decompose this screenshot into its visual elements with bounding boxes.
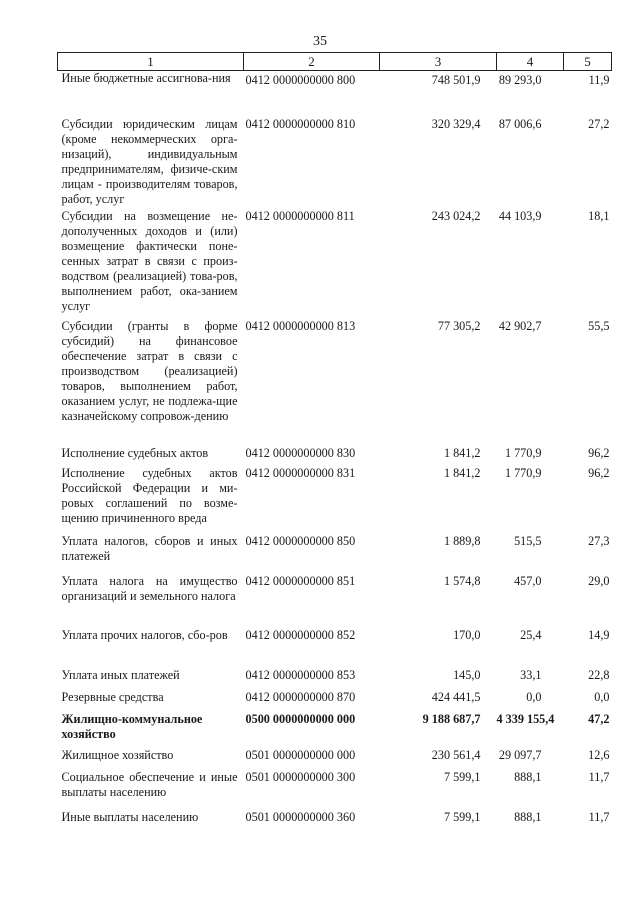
table-row <box>58 466 612 534</box>
budget-table <box>57 52 612 850</box>
row-percent: 27,2 <box>588 116 610 131</box>
column-header: 1 <box>58 53 244 71</box>
row-code: 0412 0000000000 870 <box>245 689 356 704</box>
row-plan-value: 424 441,5 <box>431 689 481 704</box>
page-number: 35 <box>313 34 327 49</box>
table-row <box>58 628 612 668</box>
row-plan-value: 1 841,2 <box>443 445 481 460</box>
row-name: Жилищное хозяйство <box>61 747 174 762</box>
row-name: Исполнение судебных актов <box>61 445 209 460</box>
row-fact-value: 888,1 <box>514 769 542 784</box>
row-plan-value: 748 501,9 <box>431 73 481 87</box>
row-fact-value: 1 770,9 <box>504 465 542 480</box>
row-percent: 96,2 <box>588 465 610 480</box>
table-row <box>58 319 612 446</box>
row-name: Уплата налогов, сборов и иных платежей <box>61 533 238 563</box>
row-plan-value: 170,0 <box>453 627 481 642</box>
row-plan-value: 320 329,4 <box>431 116 481 131</box>
row-percent: 29,0 <box>588 573 610 588</box>
row-percent: 96,2 <box>588 445 610 460</box>
row-fact-value: 25,4 <box>520 627 542 642</box>
row-fact-value: 44 103,9 <box>498 208 542 223</box>
row-name: Уплата иных платежей <box>61 667 180 682</box>
row-name: Исполнение судебных актов Российской Федерации и ми-ровых соглашений по возме-щению причиненного вреда <box>61 465 238 525</box>
row-plan-value: 9 188 687,7 <box>422 711 481 726</box>
row-fact-value: 42 902,7 <box>498 318 542 333</box>
table-row <box>58 446 612 466</box>
row-fact-value: 457,0 <box>514 573 542 588</box>
row-plan-value: 230 561,4 <box>431 747 481 762</box>
row-code: 0412 0000000000 811 <box>245 208 355 223</box>
row-plan-value: 1 841,2 <box>443 465 481 480</box>
row-percent: 47,2 <box>588 711 610 726</box>
table-row <box>58 117 612 209</box>
table-row <box>58 810 612 850</box>
row-fact-value: 87 006,6 <box>498 116 542 131</box>
row-plan-value: 77 305,2 <box>437 318 481 333</box>
row-percent: 18,1 <box>588 208 610 223</box>
table-row <box>58 770 612 810</box>
row-fact-value: 89 293,0 <box>498 73 542 87</box>
table-row <box>58 534 612 574</box>
column-header: 4 <box>497 53 564 71</box>
table-row <box>58 574 612 628</box>
row-code: 0412 0000000000 853 <box>245 667 356 682</box>
row-code: 0500 0000000000 000 <box>245 711 356 726</box>
row-name: Иные бюджетные ассигнова-ния <box>61 71 231 85</box>
column-header: 2 <box>244 53 380 71</box>
row-percent: 14,9 <box>588 627 610 642</box>
table-body <box>58 71 612 850</box>
row-name: Субсидии юридическим лицам (кроме некоммерческих орга-низаций), индивидуальным предпринимателям, физиче-ским лицам - производителям товаров, работ, услуг <box>61 116 238 206</box>
row-plan-value: 243 024,2 <box>431 208 481 223</box>
row-name: Социальное обеспечение и иные выплаты населению <box>61 769 238 799</box>
table-row <box>58 748 612 770</box>
row-percent: 55,5 <box>588 318 610 333</box>
row-code: 0412 0000000000 852 <box>245 627 356 642</box>
row-name: Уплата прочих налогов, сбо-ров <box>61 627 228 642</box>
row-name: Резервные средства <box>61 689 164 704</box>
table-row <box>58 712 612 748</box>
row-name: Жилищно-коммунальное хозяйство <box>61 711 203 741</box>
row-percent: 11,7 <box>588 769 610 784</box>
row-percent: 11,7 <box>588 809 610 824</box>
row-code: 0501 0000000000 300 <box>245 769 356 784</box>
column-header: 3 <box>380 53 497 71</box>
row-fact-value: 0,0 <box>526 689 542 704</box>
row-fact-value: 29 097,7 <box>498 747 542 762</box>
row-code: 0412 0000000000 850 <box>245 533 356 548</box>
row-code: 0501 0000000000 360 <box>245 809 356 824</box>
row-fact-value: 888,1 <box>514 809 542 824</box>
row-code: 0501 0000000000 000 <box>245 747 356 762</box>
row-code: 0412 0000000000 851 <box>245 573 356 588</box>
row-percent: 12,6 <box>588 747 610 762</box>
row-percent: 0,0 <box>594 689 610 704</box>
row-code: 0412 0000000000 800 <box>245 73 356 87</box>
row-percent: 11,9 <box>588 73 610 87</box>
row-plan-value: 145,0 <box>453 667 481 682</box>
row-name: Иные выплаты населению <box>61 809 199 824</box>
row-fact-value: 33,1 <box>520 667 542 682</box>
row-fact-value: 515,5 <box>514 533 542 548</box>
row-plan-value: 7 599,1 <box>443 769 481 784</box>
column-header: 5 <box>564 53 612 71</box>
row-name: Уплата налога на имущество организаций и земельного налога <box>61 573 238 603</box>
row-fact-value: 1 770,9 <box>504 445 542 460</box>
row-code: 0412 0000000000 830 <box>245 445 356 460</box>
row-code: 0412 0000000000 810 <box>245 116 356 131</box>
row-plan-value: 1 574,8 <box>443 573 481 588</box>
row-code: 0412 0000000000 813 <box>245 318 356 333</box>
row-plan-value: 1 889,8 <box>443 533 481 548</box>
row-percent: 22,8 <box>588 667 610 682</box>
row-code: 0412 0000000000 831 <box>245 465 356 480</box>
table-row <box>58 209 612 319</box>
row-percent: 27,3 <box>588 533 610 548</box>
table-row <box>58 668 612 690</box>
table-row <box>58 71 612 117</box>
row-fact-value: 4 339 155,4 <box>496 711 555 726</box>
row-plan-value: 7 599,1 <box>443 809 481 824</box>
row-name: Субсидии на возмещение не-дополученных доходов и (или) возмещение фактически поне-сенных затрат в связи с произ-водством (реализацией) това-ров, выполнением работ, ока-занием услуг <box>61 208 238 313</box>
table-row <box>58 690 612 712</box>
row-name: Субсидии (гранты в форме субсидий) на финансовое обеспечение затрат в связи с производством (реализацией) товаров, выполнением работ, оказанием услуг, не подлежа-щие казначейскому сопровож-дению <box>61 318 238 423</box>
header-row <box>58 53 612 71</box>
